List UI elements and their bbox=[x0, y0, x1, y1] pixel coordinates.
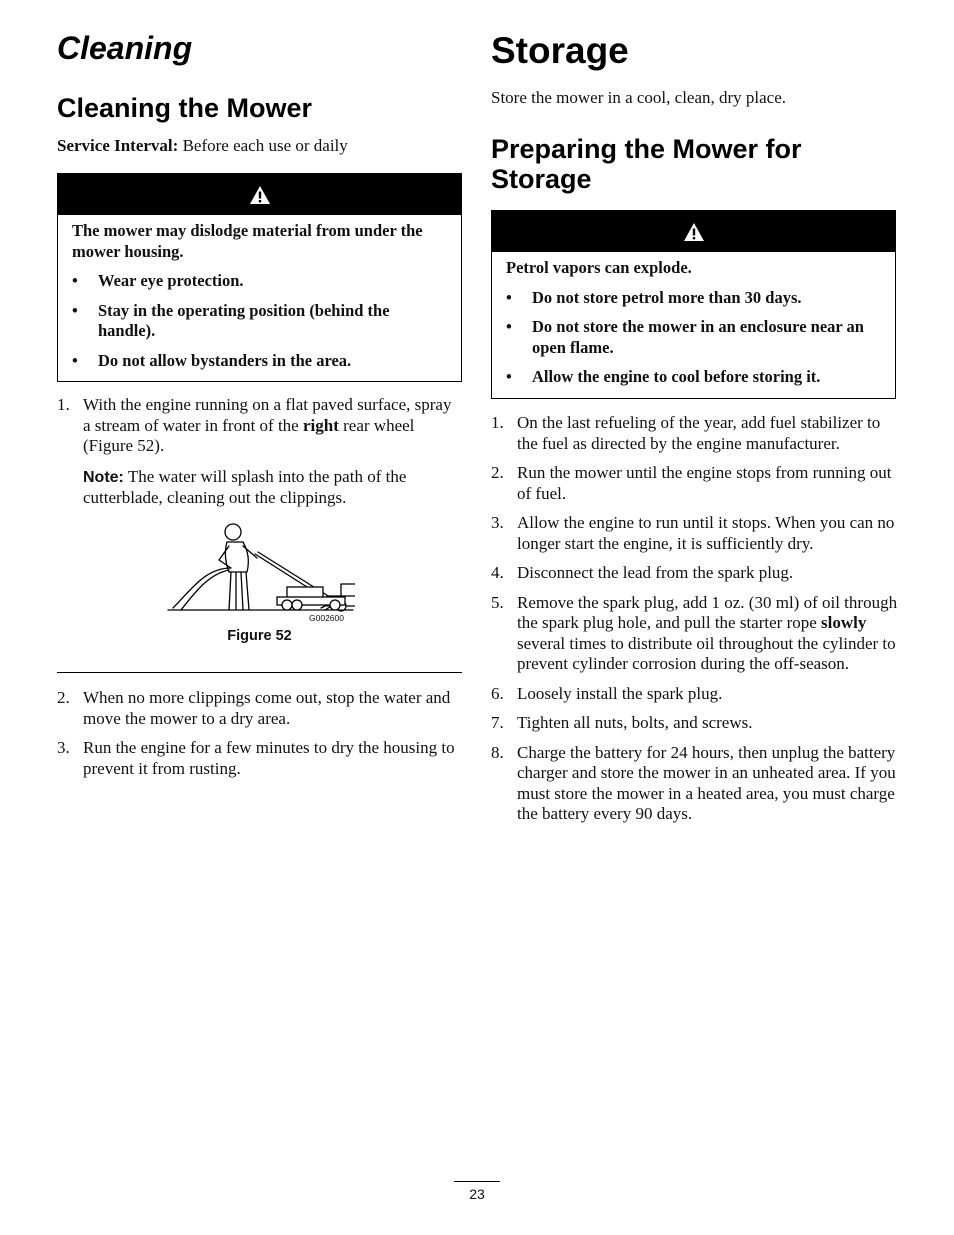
step-text: Run the engine for a few minutes to dry the housing to prevent it from rusting. bbox=[83, 738, 455, 778]
figure-52-wheels bbox=[227, 583, 351, 613]
step-1-text bbox=[57, 395, 462, 457]
figure-code: G002600 bbox=[309, 613, 344, 623]
warning-bullet bbox=[506, 288, 881, 309]
step-number: 7. bbox=[491, 713, 504, 732]
warning-bullet bbox=[72, 271, 447, 292]
bullet-dot: • bbox=[72, 271, 78, 290]
step-text: On the last refueling of the year, add fuel stabilizer to the fuel as directed by the engine manufacturer. bbox=[517, 413, 881, 453]
bullet-dot: • bbox=[72, 350, 78, 370]
step-1-text-b: rear wheel (Figure 52). bbox=[83, 415, 415, 455]
step-number: 8. bbox=[491, 742, 504, 762]
step-text: several times to distribute oil throughout the cylinder to prevent cylinder corrosion during the off-season. bbox=[517, 633, 896, 673]
step-number: 3. bbox=[491, 513, 504, 532]
list-item bbox=[57, 688, 462, 729]
storage-intro: Store the mower in a cool, clean, dry place. bbox=[491, 88, 787, 107]
step-text: Loosely install the spark plug. bbox=[517, 683, 723, 703]
warning-bullet-text: Do not allow bystanders in the area. bbox=[98, 350, 352, 370]
warning-bullet-text: Do not store petrol more than 30 days. bbox=[532, 287, 802, 307]
step-number: 4. bbox=[491, 563, 504, 582]
bullet-dot: • bbox=[506, 367, 512, 386]
subsection-title-preparing: Preparing the Mower for Storage bbox=[491, 134, 802, 194]
service-interval bbox=[57, 136, 462, 157]
bullet-dot: • bbox=[72, 300, 78, 320]
service-interval-label: Service Interval: bbox=[57, 136, 179, 155]
warning-lead: The mower may dislodge material from under the mower housing. bbox=[72, 221, 423, 261]
step-bold: slowly bbox=[821, 613, 867, 632]
list-item bbox=[491, 684, 898, 705]
section-title-cleaning: Cleaning bbox=[57, 30, 193, 66]
warning-bullet bbox=[72, 351, 447, 372]
step-number: 5. bbox=[491, 592, 504, 612]
list-item bbox=[57, 738, 462, 779]
warning-bullet bbox=[506, 317, 881, 358]
step-number: 2. bbox=[57, 688, 70, 707]
warning-bullet-text: Stay in the operating position (behind the handle). bbox=[98, 300, 390, 340]
step-number: 1. bbox=[57, 395, 70, 414]
steps-list-storage bbox=[491, 413, 898, 834]
warning-bullet-text: Do not store the mower in an enclosure near an open flame. bbox=[532, 317, 864, 357]
warning-lead: Petrol vapors can explode. bbox=[506, 258, 692, 277]
step-text: Allow the engine to run until it stops. When you can no longer start the engine, it is sufficiently dry. bbox=[517, 513, 895, 553]
step-text: Remove the spark plug, add 1 oz. (30 ml) of oil through the spark plug hole, and pull the starter rope bbox=[517, 592, 898, 632]
steps-list-cleaning bbox=[57, 688, 462, 788]
warning-bullet-text: Wear eye protection. bbox=[98, 271, 244, 290]
bullet-dot: • bbox=[506, 287, 512, 307]
step-1 bbox=[57, 395, 462, 509]
warning-bullet-text: Allow the engine to cool before storing it. bbox=[532, 367, 821, 386]
warning-triangle-icon bbox=[249, 185, 271, 205]
step-number: 6. bbox=[491, 683, 504, 703]
warning-body bbox=[58, 215, 461, 379]
bullet-dot: • bbox=[506, 317, 512, 336]
warning-header bbox=[492, 211, 895, 252]
list-item bbox=[491, 743, 898, 825]
divider bbox=[57, 672, 462, 673]
list-item bbox=[491, 593, 898, 675]
warning-header bbox=[58, 174, 461, 215]
warning-box-storage bbox=[491, 210, 896, 399]
step-text: Charge the battery for 24 hours, then unplug the battery charger and store the mower in an unheated area. If you must store the mower in a heated area, you must charge the battery every 90 days. bbox=[517, 742, 896, 823]
step-number: 2. bbox=[491, 463, 504, 482]
step-text: Tighten all nuts, bolts, and screws. bbox=[517, 713, 753, 732]
list-item bbox=[491, 513, 898, 554]
warning-bullet bbox=[72, 301, 447, 342]
subsection-title-cleaning-mower: Cleaning the Mower bbox=[57, 93, 313, 123]
step-text: When no more clippings come out, stop the water and move the mower to a dry area. bbox=[83, 688, 451, 728]
list-item bbox=[491, 563, 898, 584]
section-title-storage: Storage bbox=[491, 30, 629, 71]
warning-triangle-icon bbox=[683, 222, 705, 242]
warning-bullet bbox=[506, 367, 881, 388]
step-number: 1. bbox=[491, 413, 504, 432]
note-text: The water will splash into the path of the cutterblade, cleaning out the clippings. bbox=[83, 466, 407, 507]
warning-box-cleaning bbox=[57, 173, 462, 382]
step-text: Disconnect the lead from the spark plug. bbox=[517, 563, 794, 582]
figure-caption: Figure 52 bbox=[227, 628, 292, 644]
warning-body bbox=[492, 252, 895, 396]
note-label: Note: bbox=[83, 468, 124, 486]
note bbox=[57, 467, 462, 509]
step-1-bold: right bbox=[302, 415, 339, 435]
page-number: 23 bbox=[469, 1186, 485, 1202]
list-item bbox=[491, 463, 898, 504]
step-number: 3. bbox=[57, 738, 70, 757]
list-item bbox=[491, 713, 898, 734]
step-1-text-a: With the engine running on a flat paved surface, spray a stream of water in front of the bbox=[83, 395, 452, 435]
list-item bbox=[491, 413, 898, 454]
page-footer bbox=[454, 1181, 500, 1202]
service-interval-value: Before each use or daily bbox=[182, 136, 348, 155]
step-text: Run the mower until the engine stops from running out of fuel. bbox=[517, 463, 892, 503]
